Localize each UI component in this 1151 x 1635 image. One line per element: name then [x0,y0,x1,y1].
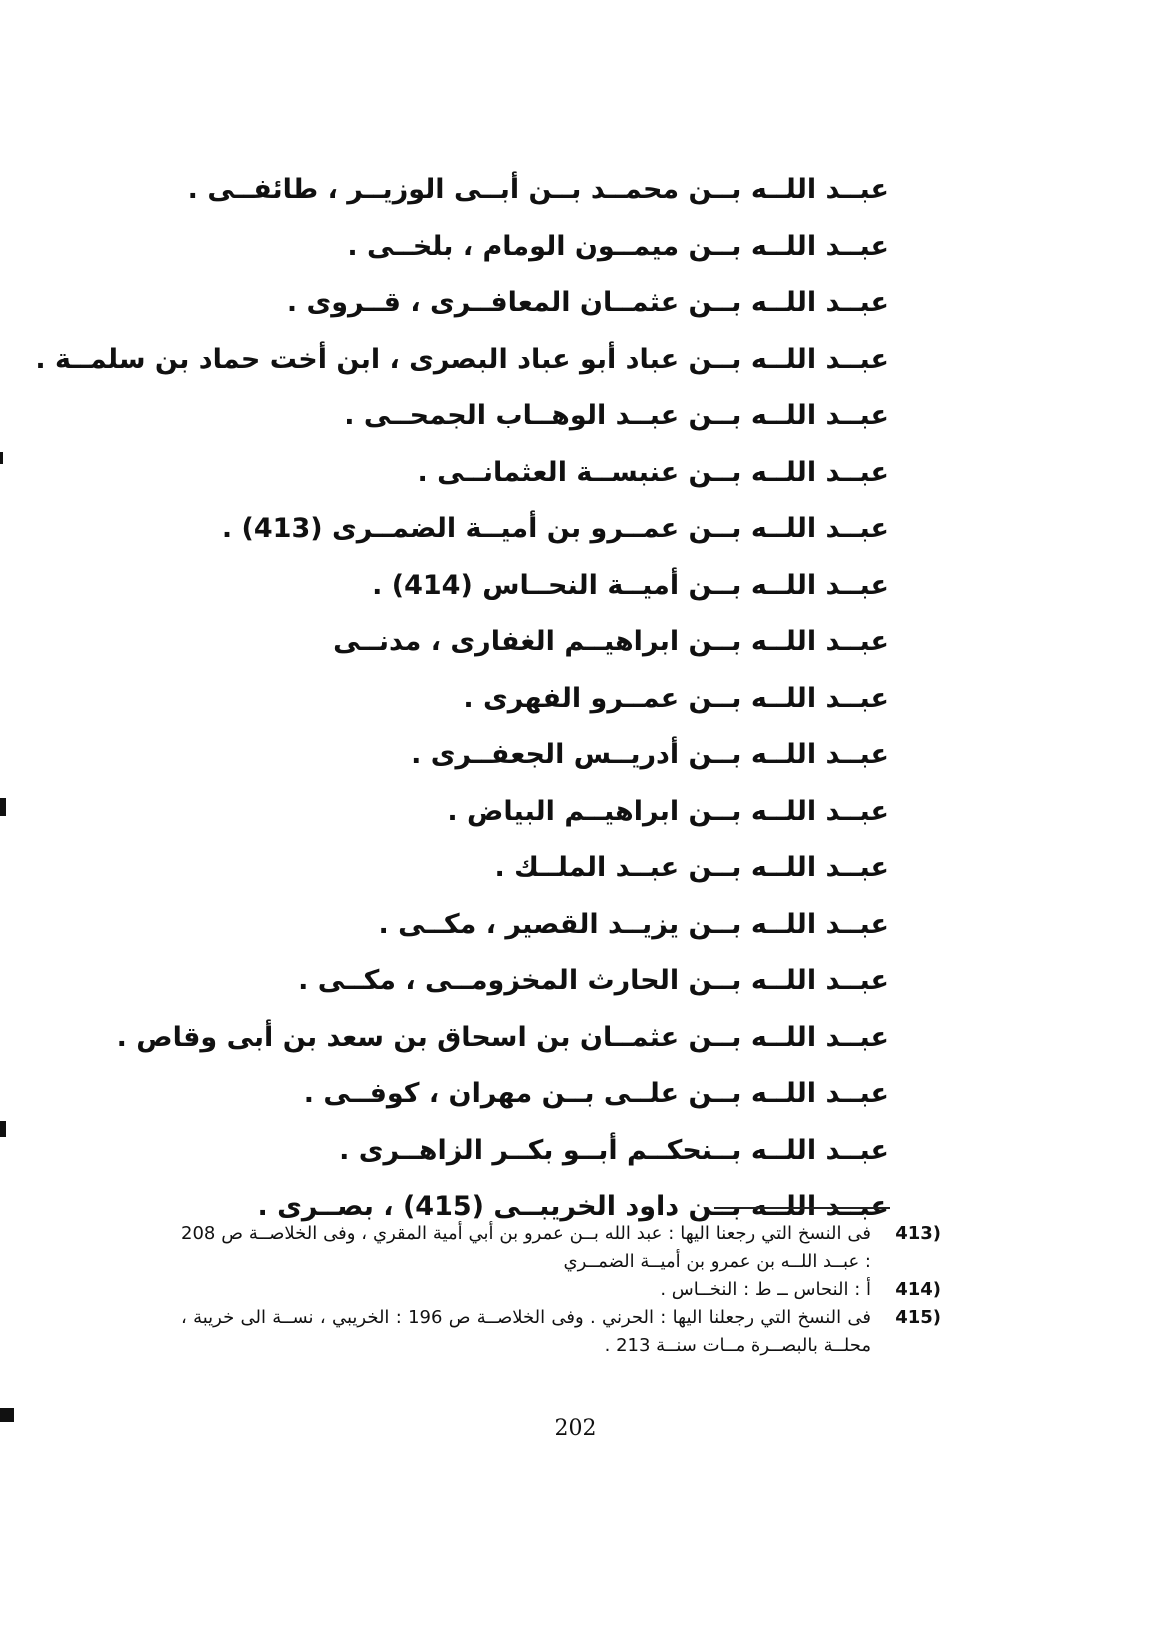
footnote [181,1276,941,1304]
narrator-list [35,162,889,1236]
scan-artifact [0,1121,6,1137]
footnote-number: 413) [895,1223,941,1244]
list-item: عبــد اللــه بــن محمــد بــن أبــى الوزيــر ، طائفــى . [187,174,889,205]
list-item: عبــد اللــه بــن عبــد الملــك . [494,852,889,883]
page-number: 202 [554,1416,597,1441]
list-item: عبــد اللــه بــن داود الخريبــى (415) ، بصــرى . [257,1191,889,1222]
list-item: عبــد اللــه بــن ابراهيــم الغفارى ، مدنــى [333,626,889,657]
footnote-text: فى النسخ التي رجعلنا اليها : الحرني . وفى الخلاصــة ص 196 : الخريبي ، نســة الى خريبة ، محلــة بالبصــرة مــات سنــة 213 . [181,1307,872,1356]
footnote-text: أ : النحاس ــ ط : النخــاس . [660,1279,871,1300]
list-item: عبــد اللــه بــن عمــرو بن أميــة الضمــرى (413) . [221,513,889,544]
list-item: عبــد اللــه بــن ابراهيــم البياض . [447,795,889,827]
list-item: عبــد اللــه بــنحكــم أبــو بكــر الزاهــرى . [339,1134,889,1166]
list-item: عبــد اللــه بــن عثمــان المعافــرى ، قــروى . [286,287,889,318]
list-item: عبــد اللــه بــن عباد أبو عباد البصرى ، ابن أخت حماد بن سلمــة . [35,343,889,375]
list-item: عبــد اللــه بــن عمــرو الفهرى . [463,682,889,714]
footnote [181,1220,941,1276]
list-item: عبــد اللــه بــن عبــد الوهــاب الجمحــى . [344,400,889,431]
footnote-divider [714,1207,890,1209]
scan-artifact [0,1408,14,1422]
list-item: عبــد اللــه بــن علــى بــن مهران ، كوفــى . [303,1078,889,1109]
list-item: عبــد اللــه بــن الحارث المخزومــى ، مكــى . [298,965,889,996]
footnote [181,1304,941,1360]
list-item: عبــد اللــه بــن يزيــد القصير ، مكــى . [378,908,889,940]
footnote-number: 415) [895,1307,941,1328]
footnote-text: فى النسخ التي رجعنا اليها : عبد الله بــن عمرو بن أبي أمية المقري ، وفى الخلاصــة ص 208 : عبــد اللــه بن عمرو بن أميــة الضمــري [181,1223,871,1272]
list-item: عبــد اللــه بــن عثمــان بن اسحاق بن سعد بن أبى وقاص . [116,1021,889,1053]
scan-artifact [0,452,3,464]
footnote-number: 414) [895,1279,941,1300]
list-item: عبــد اللــه بــن أدريــس الجعفــرى . [411,739,889,770]
scan-artifact [0,798,6,816]
list-item: عبــد اللــه بــن عنبســة العثمانــى . [417,456,889,488]
list-item: عبــد اللــه بــن ميمــون الومام ، بلخــى . [347,230,889,262]
footnotes [181,1220,941,1360]
list-item: عبــد اللــه بــن أميــة النحــاس (414) . [372,569,889,601]
